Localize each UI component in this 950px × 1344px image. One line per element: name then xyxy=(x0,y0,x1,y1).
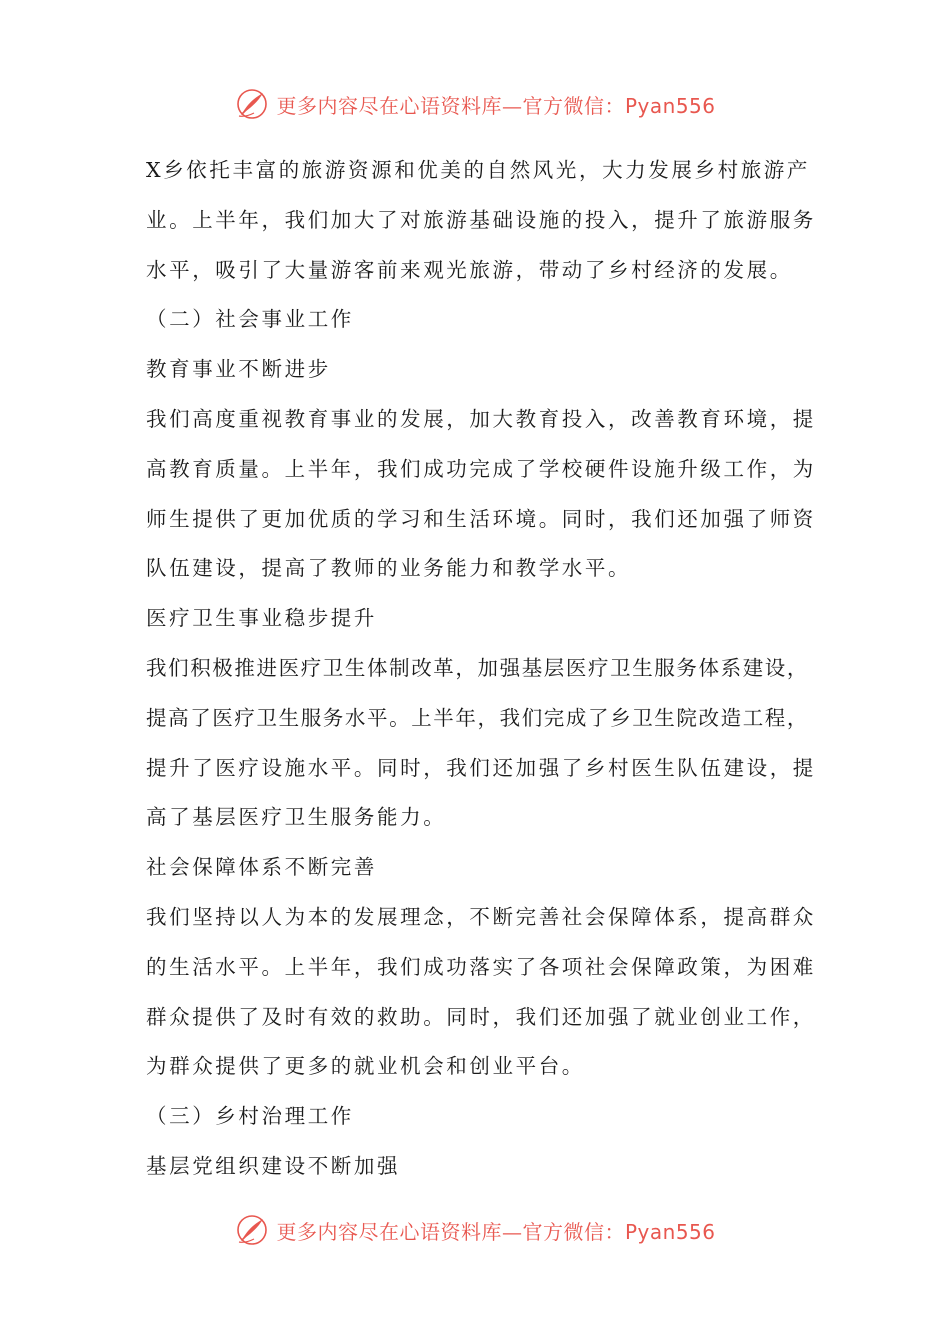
paragraph-line: 提升了医疗设施水平。同时，我们还加强了乡村医生队伍建设，提 xyxy=(146,755,816,780)
quill-pen-logo-icon xyxy=(234,86,270,122)
paragraph-line: 为群众提供了更多的就业机会和创业平台。 xyxy=(146,1054,585,1079)
paragraph-line: 提高了医疗卫生服务水平。上半年，我们完成了乡卫生院改造工程， xyxy=(146,705,809,730)
subsection-heading: 医疗卫生事业稳步提升 xyxy=(146,606,377,631)
quill-pen-logo-icon xyxy=(234,1212,270,1248)
paragraph-line: 队伍建设，提高了教师的业务能力和教学水平。 xyxy=(146,556,632,581)
paragraph-line: 师生提供了更加优质的学习和生活环境。同时，我们还加强了师资 xyxy=(146,506,816,531)
section-heading: （三）乡村治理工作 xyxy=(146,1104,354,1129)
subsection-heading: 教育事业不断进步 xyxy=(146,357,331,382)
paragraph-line: 群众提供了及时有效的救助。同时，我们还加强了就业创业工作， xyxy=(146,1004,816,1029)
footer-watermark-text: 更多内容尽在心语资料库—官方微信：Pyan556 xyxy=(276,1219,716,1244)
subsection-heading: 基层党组织建设不断加强 xyxy=(146,1153,401,1178)
paragraph-line: 我们高度重视教育事业的发展，加大教育投入，改善教育环境，提 xyxy=(146,406,816,431)
paragraph-line: 高了基层医疗卫生服务能力。 xyxy=(146,805,447,830)
paragraph-line: 我们坚持以人为本的发展理念，不断完善社会保障体系，提高群众 xyxy=(146,904,816,929)
footer-watermark-banner xyxy=(0,1210,950,1250)
section-heading: （二）社会事业工作 xyxy=(146,307,354,332)
paragraph-line: 我们积极推进医疗卫生体制改革，加强基层医疗卫生服务体系建设， xyxy=(146,655,809,680)
header-watermark-banner xyxy=(0,84,950,124)
paragraph-line: 水平，吸引了大量游客前来观光旅游，带动了乡村经济的发展。 xyxy=(146,257,793,282)
paragraph-line: 业。上半年，我们加大了对旅游基础设施的投入，提升了旅游服务 xyxy=(146,207,816,232)
paragraph-line: 高教育质量。上半年，我们成功完成了学校硬件设施升级工作，为 xyxy=(146,456,816,481)
paragraph-line: 的生活水平。上半年，我们成功落实了各项社会保障政策，为困难 xyxy=(146,954,816,979)
document-body xyxy=(146,146,826,1192)
paragraph-line: X乡依托丰富的旅游资源和优美的自然风光，大力发展乡村旅游产 xyxy=(146,158,810,182)
subsection-heading: 社会保障体系不断完善 xyxy=(146,855,377,880)
header-watermark-text: 更多内容尽在心语资料库—官方微信：Pyan556 xyxy=(276,93,716,118)
